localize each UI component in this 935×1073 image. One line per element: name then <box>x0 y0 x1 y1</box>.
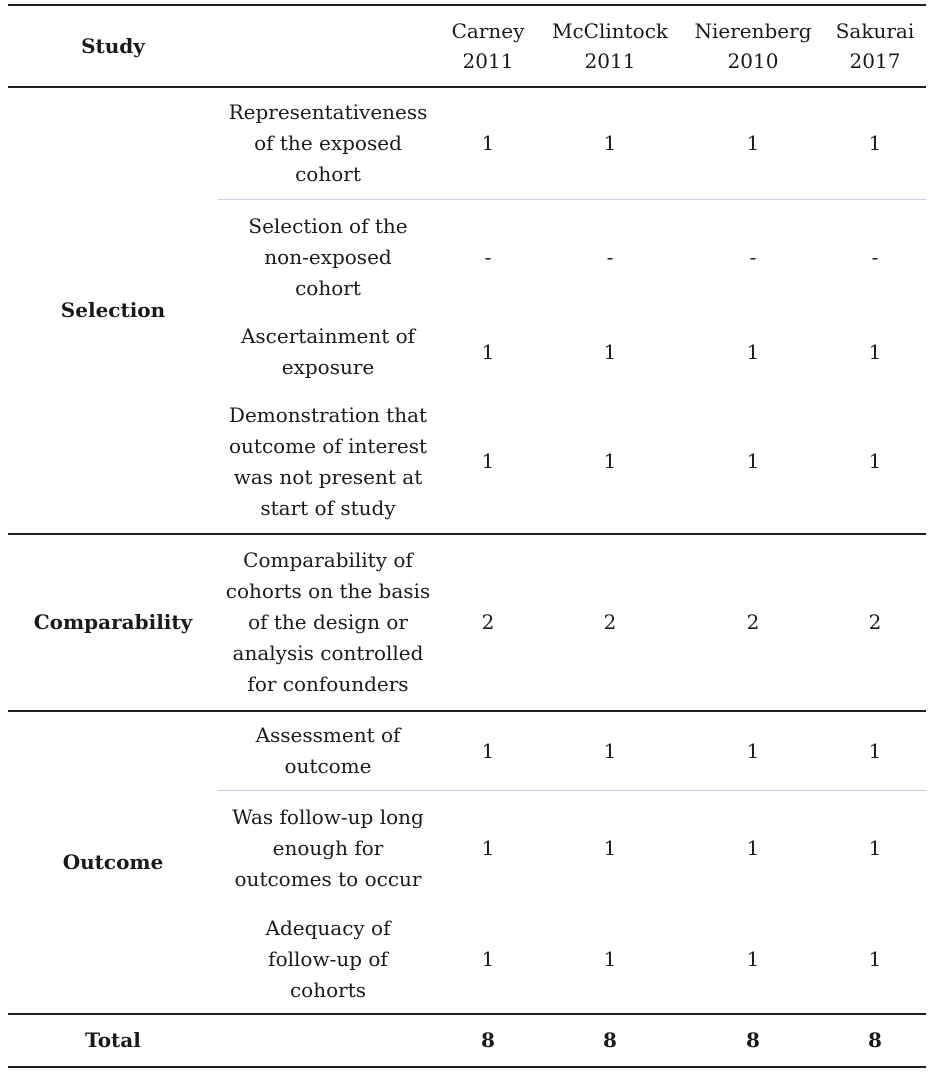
score-cell: 1 <box>603 738 617 763</box>
score-cell: 1 <box>868 339 882 364</box>
score-cell: 1 <box>603 131 617 155</box>
total-score: 8 <box>603 1028 617 1052</box>
total-score: 8 <box>481 1028 495 1052</box>
score-cell: 1 <box>746 131 760 155</box>
group-outcome: Outcome <box>62 850 164 874</box>
score-cell: 1 <box>481 836 495 860</box>
score-cell: 1 <box>746 836 760 860</box>
study-header: Study <box>81 33 145 58</box>
score-cell: 1 <box>746 947 760 971</box>
score-cell: 1 <box>746 339 760 364</box>
score-cell: 1 <box>603 947 617 971</box>
score-cell: 1 <box>868 738 882 763</box>
total-score: 8 <box>746 1028 760 1052</box>
score-cell: 1 <box>481 339 495 364</box>
total-label: Total <box>85 1028 141 1052</box>
score-cell: - <box>484 244 492 269</box>
score-cell: - <box>749 244 757 269</box>
study-col-mcclintock: McClintock 2011 <box>551 19 669 73</box>
criterion-ascertainment: Ascertainment of exposure <box>240 324 416 379</box>
study-col-nierenberg: Nierenberg 2010 <box>694 19 812 73</box>
score-cell: 1 <box>481 449 495 473</box>
score-cell: 2 <box>746 610 760 634</box>
score-cell: 1 <box>868 131 882 155</box>
score-cell: 2 <box>603 610 617 634</box>
total-score: 8 <box>868 1028 882 1052</box>
score-cell: 1 <box>481 738 495 763</box>
group-selection: Selection <box>60 298 166 322</box>
score-cell: 1 <box>603 836 617 860</box>
score-cell: 2 <box>868 610 882 634</box>
criterion-representativeness: Representativeness of the exposed cohort <box>228 100 428 186</box>
score-cell: 1 <box>481 947 495 971</box>
score-cell: 1 <box>868 449 882 473</box>
criterion-assessment-of-outcome: Assessment of outcome <box>255 723 401 778</box>
criterion-follow-up-length: Was follow-up long enough for outcomes to occur <box>232 805 424 891</box>
criterion-comparability: Comparability of cohorts on the basis of the design or analysis controlled for confounders <box>225 548 431 696</box>
score-cell: 2 <box>481 610 495 634</box>
group-comparability: Comparability <box>33 610 193 634</box>
score-cell: 1 <box>746 449 760 473</box>
score-cell: - <box>606 244 614 269</box>
criterion-non-exposed: Selection of the non-exposed cohort <box>248 213 408 300</box>
score-cell: 1 <box>481 131 495 155</box>
score-cell: - <box>871 244 879 269</box>
study-col-sakurai: Sakurai 2017 <box>835 19 915 73</box>
score-cell: 1 <box>868 836 882 860</box>
criterion-follow-up-adequacy: Adequacy of follow-up of cohorts <box>265 916 391 1002</box>
score-cell: 1 <box>868 947 882 971</box>
score-cell: 1 <box>603 449 617 473</box>
bottom-rule <box>8 1066 926 1068</box>
score-cell: 1 <box>603 339 617 364</box>
study-col-carney: Carney 2011 <box>451 19 525 73</box>
score-cell: 1 <box>746 738 760 763</box>
criterion-outcome-not-present: Demonstration that outcome of interest was not present at start of study <box>228 402 428 520</box>
